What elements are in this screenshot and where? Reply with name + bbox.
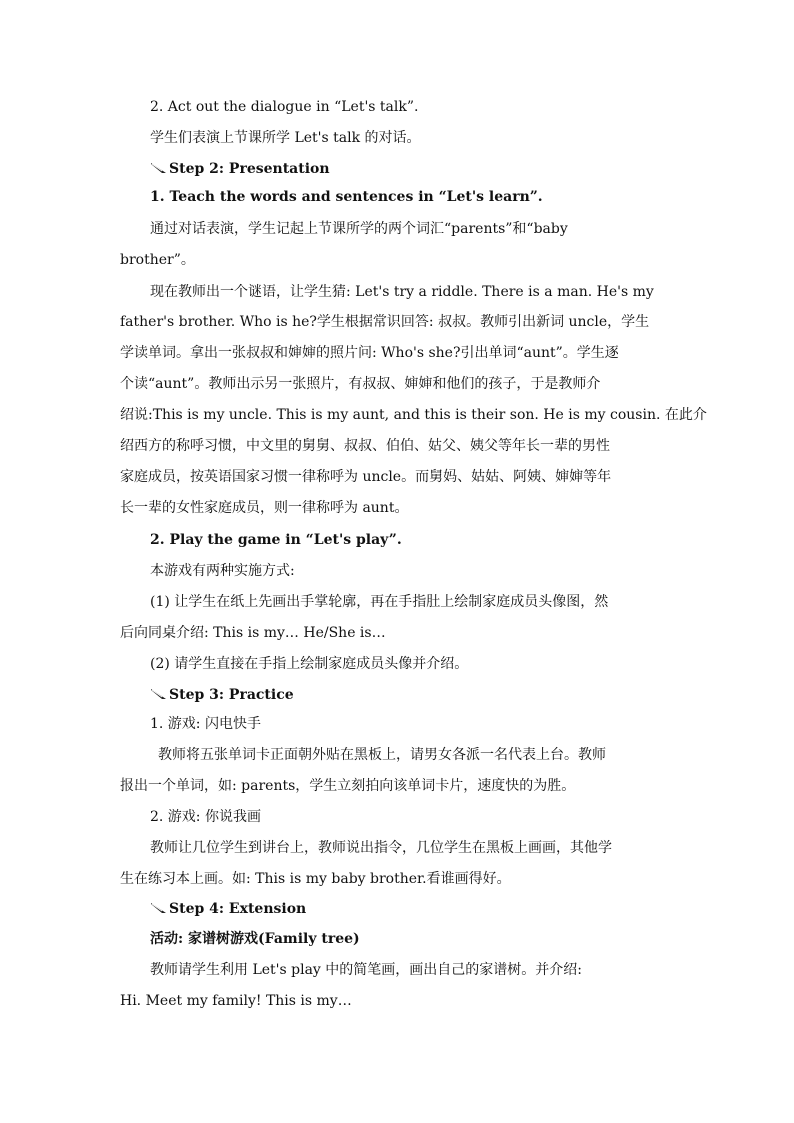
- line-teach-words: 1. Teach the words and sentences in “Let's learn”.: [150, 189, 543, 205]
- line-draw-family-tree: 教师请学生利用 Let's play 中的简笔画，画出自己的家谱树。并介绍:: [150, 962, 583, 978]
- step-2-heading: [150, 159, 330, 179]
- pen-icon: [150, 902, 168, 914]
- line-students-perform: 学生们表演上节课所学 Let's talk 的对话。: [150, 130, 421, 146]
- line-meet-my-family: Hi. Meet my family! This is my…: [120, 993, 352, 1009]
- line-photo-question: 学读单词。拿出一张叔叔和婶婶的照片问: Who's she?引出单词“aunt”。学生逐: [120, 345, 619, 361]
- line-this-is-my-uncle: 绍说:This is my uncle. This is my aunt, and this is their son. He is my cousin. 在此介: [120, 407, 707, 423]
- line-game-draw: 2. 游戏: 你说我画: [150, 809, 261, 825]
- line-students-stage: 教师让几位学生到讲台上，教师说出指令，几位学生在黑板上画画，其他学: [150, 840, 612, 856]
- line-aunt-usage: 长一辈的女性家庭成员，则一律称呼为 aunt。: [120, 500, 409, 516]
- line-uncle-usage: 家庭成员，按英语国家习惯一律称呼为 uncle。而舅妈、姑姑、阿姨、婶婶等年: [120, 469, 612, 485]
- pen-icon: [150, 162, 168, 174]
- line-game-lightning: 1. 游戏: 闪电快手: [150, 716, 261, 732]
- line-dialogue-recall: 通过对话表演，学生记起上节课所学的两个词汇“parents”和“baby: [150, 221, 568, 237]
- step-4-title: Step 4: Extension: [169, 901, 307, 917]
- line-play-game: 2. Play the game in “Let's play”.: [150, 532, 402, 548]
- line-act-out: 2. Act out the dialogue in “Let's talk”.: [150, 99, 419, 115]
- line-activity-family-tree: 活动: 家谱树游戏(Family tree): [150, 931, 360, 947]
- line-two-ways: 本游戏有两种实施方式:: [150, 563, 295, 579]
- step-3-title: Step 3: Practice: [169, 687, 294, 703]
- line-option-2: (2) 请学生直接在手指上绘制家庭成员头像并介绍。: [150, 656, 469, 672]
- line-western-custom: 绍西方的称呼习惯，中文里的舅舅、叔叔、伯伯、姑父、姨父等年长一辈的男性: [120, 438, 610, 454]
- line-read-aunt: 个读“aunt”。教师出示另一张照片，有叔叔、婶婶和他们的孩子，于是教师介: [120, 376, 601, 392]
- pen-icon: [150, 688, 168, 700]
- step-4-heading: [150, 899, 306, 919]
- step-3-heading: [150, 685, 294, 705]
- step-2-title: Step 2: Presentation: [169, 161, 330, 177]
- line-draw-notebook: 生在练习本上画。如: This is my baby brother.看谁画得好。: [120, 871, 511, 887]
- line-fathers-brother: father's brother. Who is he?学生根据常识回答: 叔叔。教师引出新词 uncle，学生: [120, 314, 650, 330]
- line-option-1-cont: 后向同桌介绍: This is my… He/She is…: [120, 625, 386, 641]
- line-word-cards: 教师将五张单词卡正面朝外贴在黑板上，请男女各派一名代表上台。教师: [158, 747, 606, 763]
- line-option-1: (1) 让学生在纸上先画出手掌轮廓，再在手指肚上绘制家庭成员头像图，然: [150, 594, 609, 610]
- line-call-word: 报出一个单词，如: parents，学生立刻拍向该单词卡片，速度快的为胜。: [120, 778, 576, 794]
- line-riddle: 现在教师出一个谜语，让学生猜: Let's try a riddle. There is a man. He's my: [150, 284, 654, 300]
- line-brother: brother”。: [120, 252, 195, 268]
